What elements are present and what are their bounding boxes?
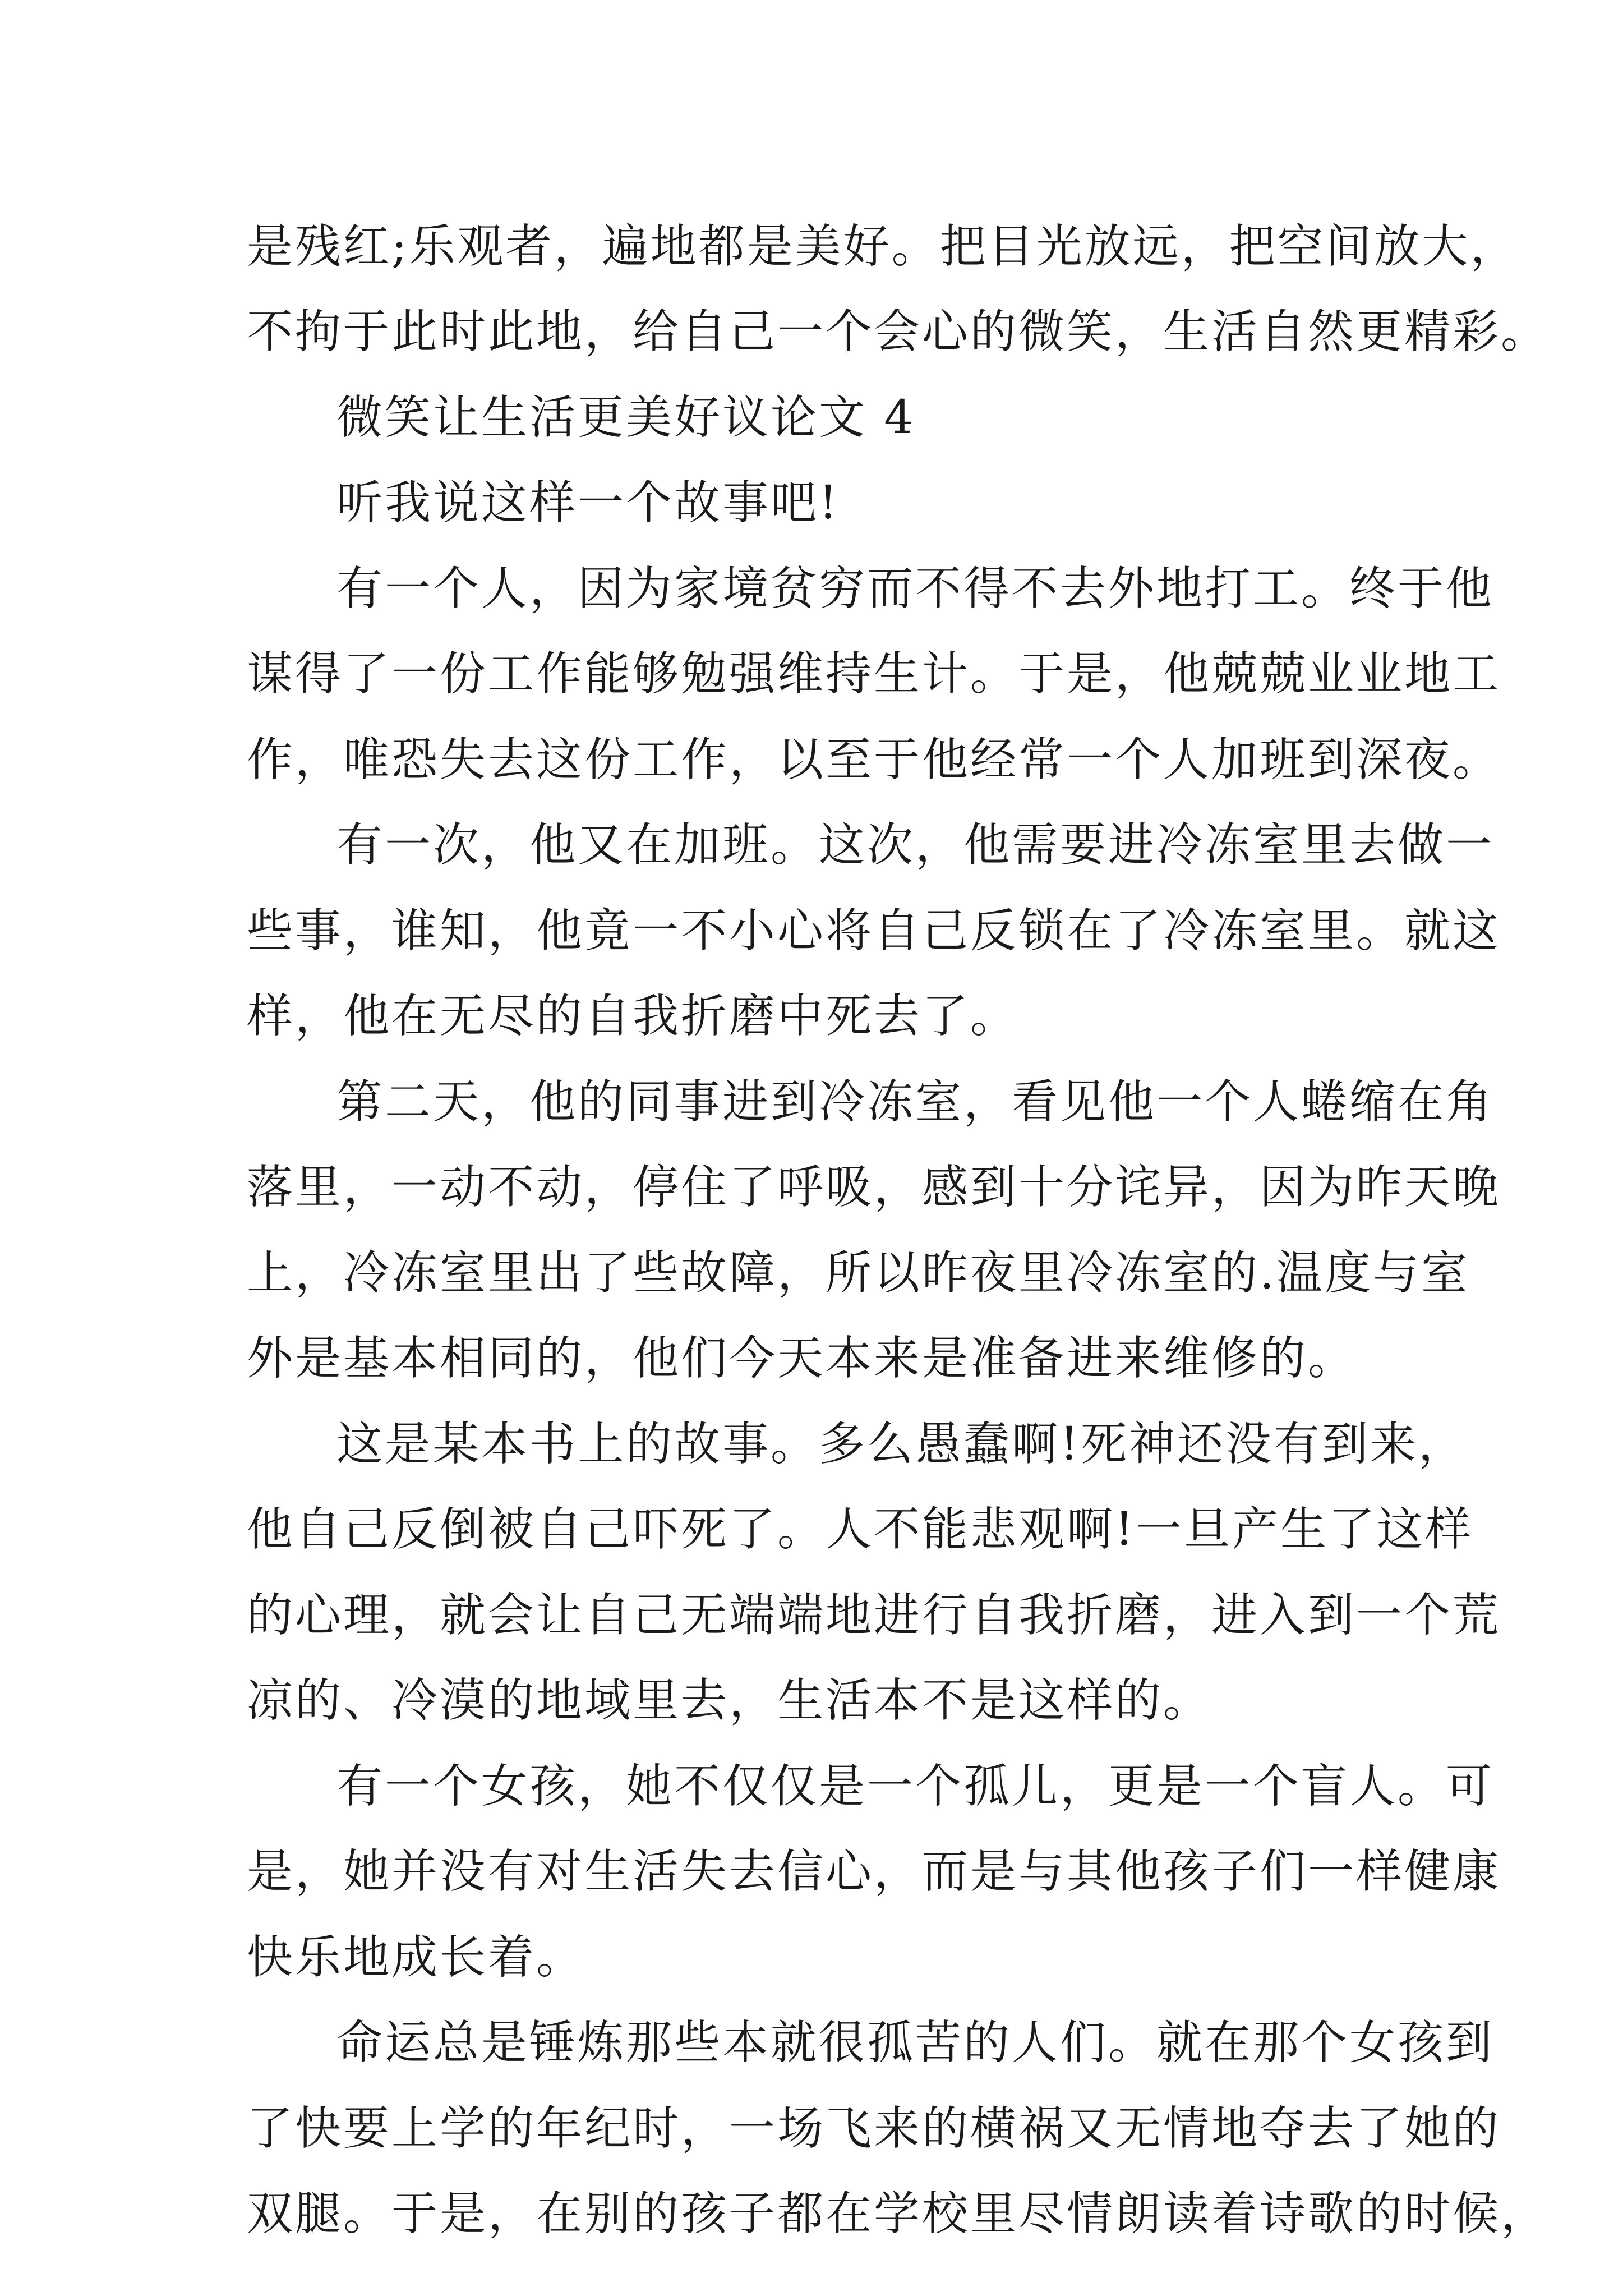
text-line: 有一个女孩，她不仅仅是一个孤儿，更是一个盲人。可: [336, 1760, 1495, 1813]
text-line: 谋得了一份工作能够勉强维持生计。于是，他兢兢业业地工: [247, 647, 1501, 701]
text-line: 快乐地成长着。: [247, 1931, 585, 1984]
text-line: 外是基本相同的，他们今天本来是准备进来维修的。: [247, 1332, 1357, 1385]
text-line: 双腿。于是，在别的孩子都在学校里尽情朗读着诗歌的时候，: [247, 2187, 1550, 2240]
text-line: 作，唯恐失去这份工作，以至于他经常一个人加班到深夜。: [247, 733, 1501, 786]
section-heading: 微笑让生活更美好议论文 4: [336, 391, 916, 444]
text-line: 些事，谁知，他竟一不小心将自己反锁在了冷冻室里。就这: [247, 904, 1501, 958]
text-line: 凉的、冷漠的地域里去，生活本不是这样的。: [247, 1674, 1212, 1727]
text-line: 命运总是锤炼那些本就很孤苦的人们。就在那个女孩到: [336, 2016, 1495, 2069]
text-line: 听我说这样一个故事吧!: [336, 476, 840, 530]
text-line: 落里，一动不动，停住了呼吸，感到十分诧异，因为昨天晚: [247, 1161, 1501, 1214]
text-line: 了快要上学的年纪时，一场飞来的横祸又无情地夺去了她的: [247, 2102, 1501, 2155]
text-line: 样，他在无尽的自我折磨中死去了。: [247, 990, 1019, 1043]
text-line: 上，冷冻室里出了些故障，所以昨夜里冷冻室的.温度与室: [247, 1246, 1470, 1300]
text-line: 是，她并没有对生活失去信心，而是与其他孩子们一样健康: [247, 1845, 1501, 1898]
text-line: 他自己反倒被自己吓死了。人不能悲观啊!一旦产生了这样: [247, 1503, 1473, 1556]
text-line: 这是某本书上的故事。多么愚蠢啊!死神还没有到来，: [336, 1418, 1467, 1471]
text-line: 有一次，他又在加班。这次，他需要进冷冻室里去做一: [336, 818, 1495, 872]
text-line: 是残红;乐观者，遍地都是美好。把目光放远，把空间放大，: [247, 220, 1519, 273]
text-line: 的心理，就会让自己无端端地进行自我折磨，进入到一个荒: [247, 1589, 1501, 1642]
text-line: 不拘于此时此地，给自己一个会心的微笑，生活自然更精彩。: [247, 305, 1550, 358]
text-line: 有一个人，因为家境贫穷而不得不去外地打工。终于他: [336, 562, 1495, 615]
text-line: 第二天，他的同事进到冷冻室，看见他一个人蜷缩在角: [336, 1075, 1495, 1129]
